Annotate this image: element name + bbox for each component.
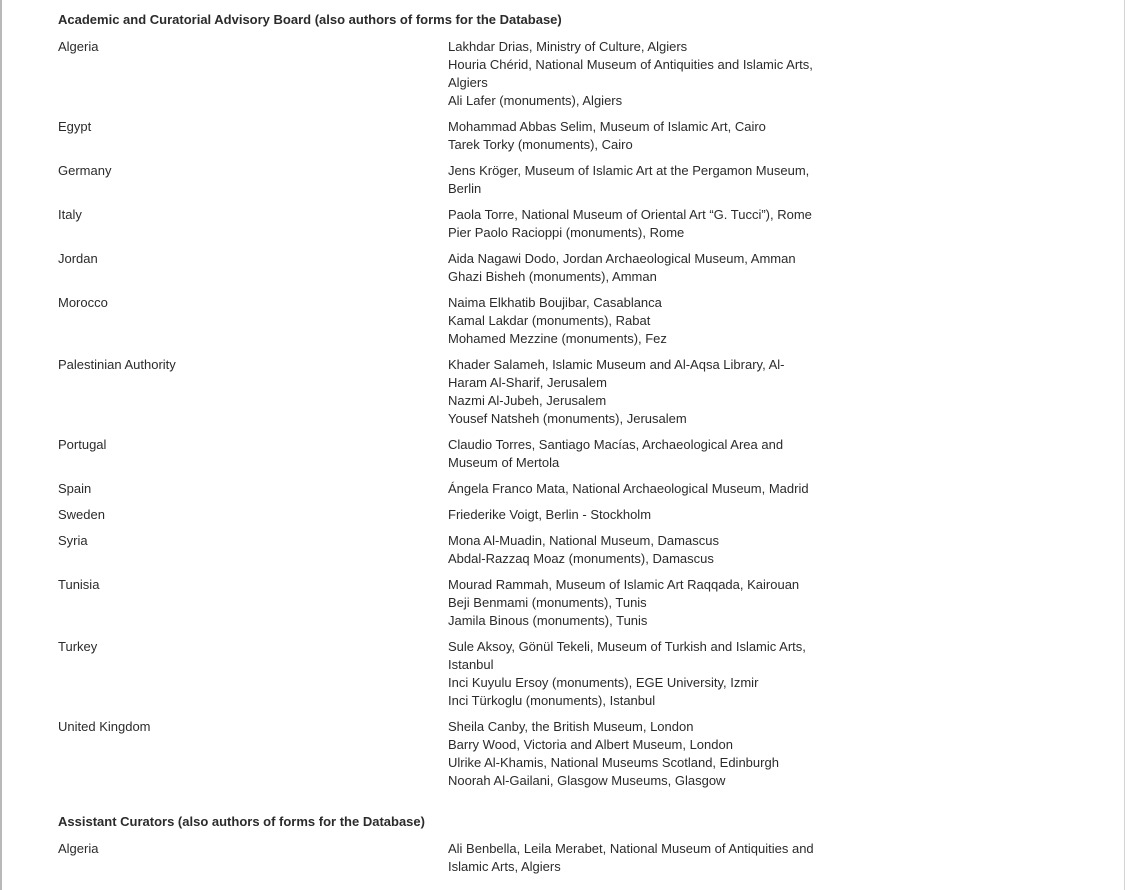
contributor-entry: Claudio Torres, Santiago Macías, Archaeological Area and Museum of Mertola — [448, 437, 784, 470]
credits-list — [58, 11, 838, 884]
credit-row — [58, 294, 838, 348]
contributor-entry: Mohammad Abbas Selim, Museum of Islamic Art, Cairo — [448, 119, 766, 134]
credit-row — [58, 480, 838, 498]
contributor-entry: Aida Nagawi Dodo, Jordan Archaeological Museum, Amman — [448, 251, 796, 266]
credit-row — [58, 118, 838, 154]
contributor-entry: Abdal-Razzaq Moaz (monuments), Damascus — [448, 551, 714, 566]
country-label: Algeria — [58, 841, 99, 856]
contributor-entry: Jens Kröger, Museum of Islamic Art at the Pergamon Museum, Berlin — [448, 163, 810, 196]
contributor-entry: Nazmi Al-Jubeh, Jerusalem — [448, 393, 607, 408]
contributor-entry: Kamal Lakdar (monuments), Rabat — [448, 313, 651, 328]
contributor-entry: Beji Benmami (monuments), Tunis — [448, 595, 647, 610]
contributor-list — [448, 356, 818, 428]
contributor-list — [448, 436, 818, 472]
credit-row — [58, 206, 838, 242]
contributor-list — [448, 38, 818, 110]
contributor-entry: Friederike Voigt, Berlin - Stockholm — [448, 507, 652, 522]
contributor-entry: Jamila Binous (monuments), Tunis — [448, 613, 648, 628]
contributor-list — [448, 638, 818, 710]
credit-row — [58, 638, 838, 710]
contributor-list — [448, 118, 818, 154]
contributor-entry: Mona Al-Muadin, National Museum, Damascus — [448, 533, 719, 548]
contributor-entry: Ghazi Bisheh (monuments), Amman — [448, 269, 657, 284]
country-label: Egypt — [58, 119, 92, 134]
credit-row — [58, 532, 838, 568]
credit-row — [58, 162, 838, 198]
contributor-list — [448, 206, 818, 242]
contributor-list — [448, 576, 818, 630]
contributor-entry: Ali Benbella, Leila Merabet, National Museum of Antiquities and Islamic Arts, Algiers — [448, 841, 814, 874]
credit-row — [58, 436, 838, 472]
country-label: Portugal — [58, 437, 107, 452]
section-title: Assistant Curators (also authors of forms for the Database) — [58, 814, 425, 829]
credit-row — [58, 38, 838, 110]
contributor-entry: Khader Salameh, Islamic Museum and Al-Aqsa Library, Al-Haram Al-Sharif, Jerusalem — [448, 357, 785, 390]
country-label: Syria — [58, 533, 88, 548]
contributor-entry: Naima Elkhatib Boujibar, Casablanca — [448, 295, 662, 310]
contributor-entry: Lakhdar Drias, Ministry of Culture, Algiers — [448, 39, 688, 54]
contributor-entry: Sheila Canby, the British Museum, London — [448, 719, 694, 734]
country-label: Algeria — [58, 39, 99, 54]
contributor-list — [448, 532, 818, 568]
contributor-entry: Mohamed Mezzine (monuments), Fez — [448, 331, 667, 346]
contributor-list — [448, 506, 818, 524]
country-label: United Kingdom — [58, 719, 151, 734]
credit-row — [58, 718, 838, 790]
contributor-entry: Sule Aksoy, Gönül Tekeli, Museum of Turkish and Islamic Arts, Istanbul — [448, 639, 806, 672]
country-label: Germany — [58, 163, 112, 178]
credit-row — [58, 840, 838, 876]
contributor-list — [448, 294, 818, 348]
country-label: Tunisia — [58, 577, 100, 592]
credit-row — [58, 250, 838, 286]
contributor-list — [448, 250, 818, 286]
country-label: Turkey — [58, 639, 98, 654]
contributor-entry: Noorah Al-Gailani, Glasgow Museums, Glasgow — [448, 773, 726, 788]
contributor-entry: Houria Chérid, National Museum of Antiquities and Islamic Arts, Algiers — [448, 57, 813, 90]
contributor-entry: Ali Lafer (monuments), Algiers — [448, 93, 623, 108]
contributor-list — [448, 162, 818, 198]
country-label: Jordan — [58, 251, 98, 266]
contributor-entry: Ulrike Al-Khamis, National Museums Scotland, Edinburgh — [448, 755, 779, 770]
section-title: Academic and Curatorial Advisory Board (also authors of forms for the Database) — [58, 12, 562, 27]
contributor-entry: Paola Torre, National Museum of Oriental Art “G. Tucci”), Rome — [448, 207, 812, 222]
country-label: Spain — [58, 481, 92, 496]
country-label: Italy — [58, 207, 82, 222]
credit-row — [58, 356, 838, 428]
contributor-entry: Inci Kuyulu Ersoy (monuments), EGE University, Izmir — [448, 675, 759, 690]
contributor-list — [448, 480, 818, 498]
contributor-list — [448, 718, 818, 790]
credit-row — [58, 576, 838, 630]
country-label: Palestinian Authority — [58, 357, 176, 372]
contributor-entry: Ángela Franco Mata, National Archaeological Museum, Madrid — [448, 481, 809, 496]
contributor-entry: Yousef Natsheh (monuments), Jerusalem — [448, 411, 687, 426]
country-label: Sweden — [58, 507, 105, 522]
contributor-entry: Inci Türkoglu (monuments), Istanbul — [448, 693, 656, 708]
contributor-entry: Pier Paolo Racioppi (monuments), Rome — [448, 225, 685, 240]
credit-row — [58, 506, 838, 524]
contributor-entry: Barry Wood, Victoria and Albert Museum, London — [448, 737, 733, 752]
contributor-entry: Mourad Rammah, Museum of Islamic Art Raqqada, Kairouan — [448, 577, 800, 592]
contributor-list — [448, 840, 818, 876]
contributor-entry: Tarek Torky (monuments), Cairo — [448, 137, 633, 152]
country-label: Morocco — [58, 295, 108, 310]
